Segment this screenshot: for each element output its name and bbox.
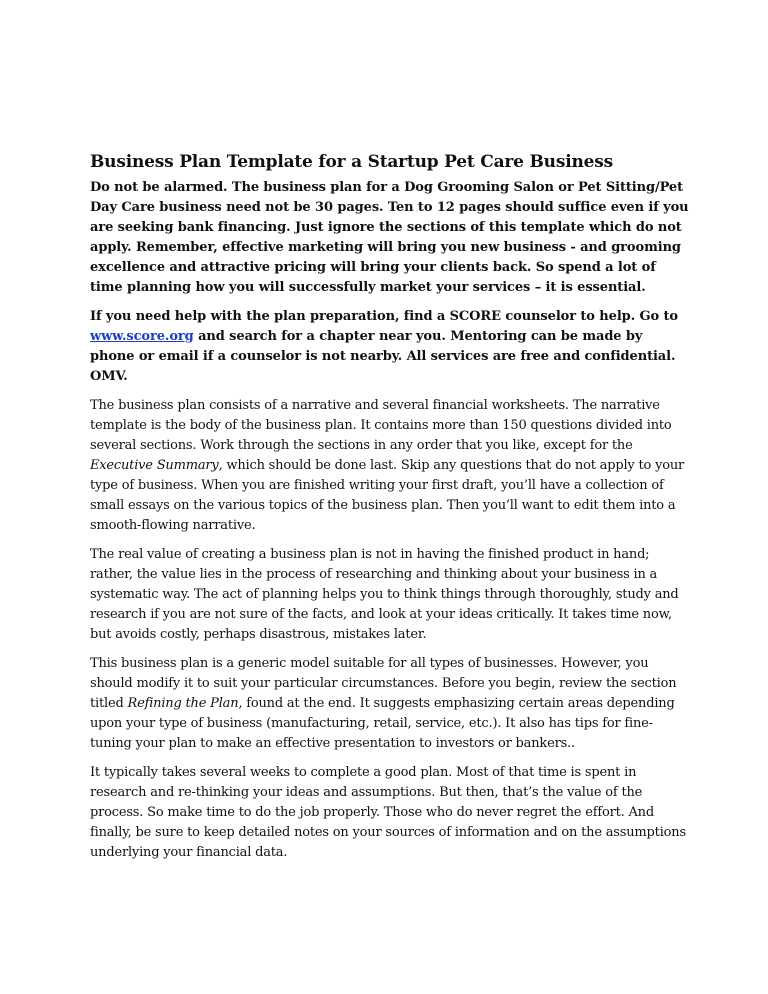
document-page — [90, 150, 690, 872]
refining-plan-term: Refining the Plan — [127, 696, 239, 711]
narrative-text-before: The business plan consists of a narrative and several financial worksheets. The narrative template is the body of the business plan. It contains more than 150 questions divided into several sections. Work through the sections in any order that you like, except for the — [90, 398, 672, 453]
narrative-text-after: , which should be done last. Skip any questions that do not apply to your type of business. When you are finished writing your first draft, you’ll have a collection of small essays on the various topics of the business plan. Then you’ll want to edit them into a smooth-flowing narrative. — [90, 458, 685, 533]
executive-summary-term: Executive Summary — [90, 458, 219, 473]
score-paragraph — [90, 307, 690, 387]
score-text-after: and search for a chapter near you. Mentoring can be made by phone or email if a counselor is not nearby. All services are free and confidential. OMV. — [90, 329, 676, 384]
document-title: Business Plan Template for a Startup Pet Care Business — [90, 152, 613, 172]
score-link[interactable]: www.score.org — [90, 329, 194, 344]
intro-paragraph: Do not be alarmed. The business plan for a Dog Grooming Salon or Pet Sitting/Pet Day Care business need not be 30 pages. Ten to 12 pages should suffice even if you are seeking bank financing. Just ignore the sections of this template which do not apply. Remember, effective marketing will bring you new business - and grooming excellence and attractive pricing will bring your clients back. So spend a lot of time planning how you will successfully market your services – it is essential. — [90, 180, 689, 295]
narrative-paragraph — [90, 396, 690, 536]
generic-text-before: This business plan is a generic model suitable for all types of businesses. However, you should modify it to suit your particular circumstances. Before you begin, review the section titled — [90, 656, 677, 711]
generic-model-paragraph — [90, 654, 690, 754]
value-paragraph: The real value of creating a business plan is not in having the finished product in hand; rather, the value lies in the process of researching and thinking about your business in a systematic way. The act of planning helps you to think things through thoroughly, study and research if you are not sure of the facts, and look at your ideas critically. It takes time now, but avoids costly, perhaps disastrous, mistakes later. — [90, 547, 679, 642]
score-text-before: If you need help with the plan preparation, find a SCORE counselor to help. Go to — [90, 309, 678, 324]
timing-paragraph: It typically takes several weeks to complete a good plan. Most of that time is spent in research and re-thinking your ideas and assumptions. But then, that’s the value of the process. So make time to do the job properly. Those who do never regret the effort. And finally, be sure to keep detailed notes on your sources of information and on the assumptions underlying your financial data. — [90, 765, 686, 860]
generic-text-after: , found at the end. It suggests emphasizing certain areas depending upon your type of business (manufacturing, retail, service, etc.). It also has tips for fine-tuning your plan to make an effective presentation to investors or bankers.. — [90, 696, 675, 751]
